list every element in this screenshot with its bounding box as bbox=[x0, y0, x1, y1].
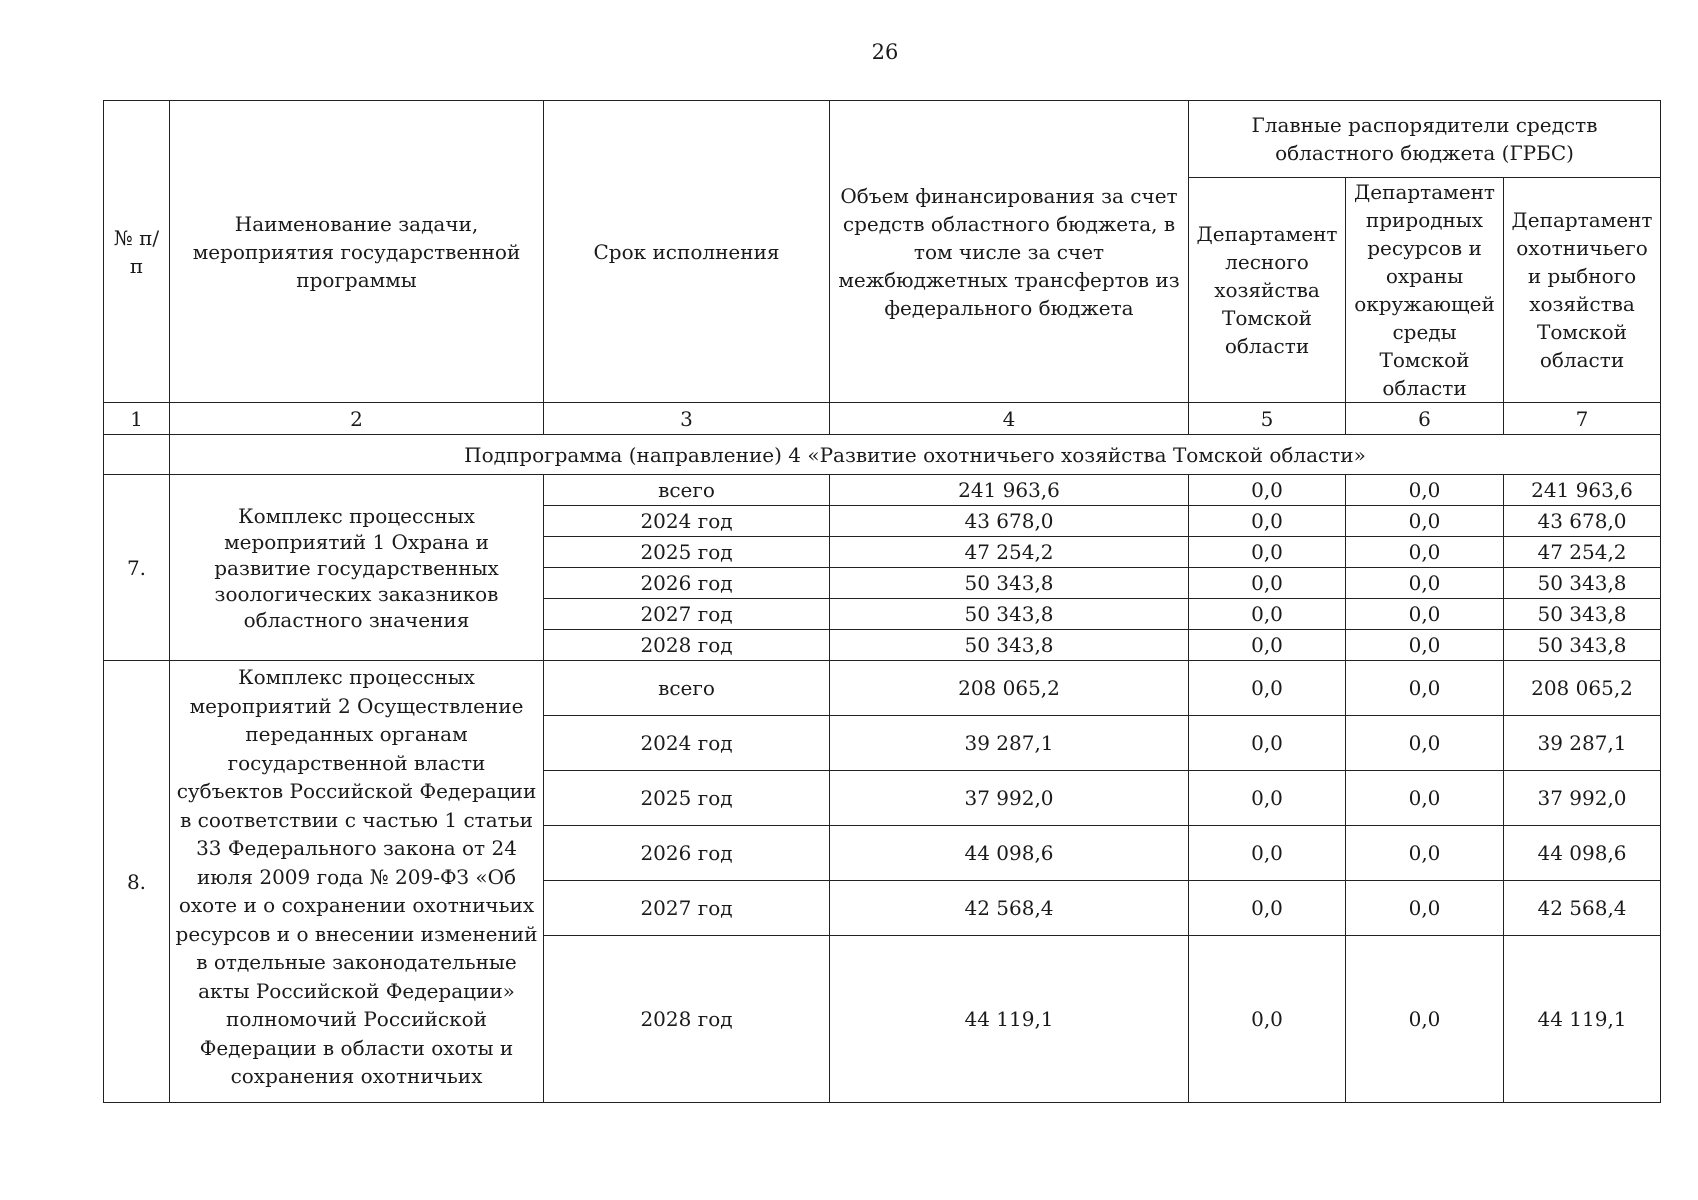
nature-cell: 0,0 bbox=[1346, 568, 1504, 599]
forest-cell: 0,0 bbox=[1189, 936, 1346, 1103]
hunting-cell: 39 287,1 bbox=[1504, 716, 1661, 771]
nature-cell: 0,0 bbox=[1346, 630, 1504, 661]
header-dept-nature: Департамент природных ресурсов и охраны окружающей среды Томской области bbox=[1346, 178, 1504, 403]
volume-cell: 47 254,2 bbox=[830, 537, 1189, 568]
table-row bbox=[104, 475, 1661, 506]
forest-cell: 0,0 bbox=[1189, 568, 1346, 599]
hunting-cell: 241 963,6 bbox=[1504, 475, 1661, 506]
hunting-cell: 50 343,8 bbox=[1504, 599, 1661, 630]
volume-cell: 42 568,4 bbox=[830, 881, 1189, 936]
nature-cell: 0,0 bbox=[1346, 537, 1504, 568]
volume-cell: 208 065,2 bbox=[830, 661, 1189, 716]
volume-cell: 241 963,6 bbox=[830, 475, 1189, 506]
col-number: 2 bbox=[170, 403, 544, 435]
col-number: 5 bbox=[1189, 403, 1346, 435]
hunting-cell: 44 098,6 bbox=[1504, 826, 1661, 881]
nature-cell: 0,0 bbox=[1346, 661, 1504, 716]
forest-cell: 0,0 bbox=[1189, 475, 1346, 506]
row-name: Комплекс процессных мероприятий 2 Осуществление переданных органам государственной власти субъектов Российской Федерации в соответствии с частью 1 статьи 33 Федерального закона от 24 июля 2009 года № 209-ФЗ «Об охоте и о сохранении охотничьих ресурсов и о внесении изменений в отдельные законодательные акты Российской Федерации» полномочий Российской Федерации в области охоты и сохранения охотничьих bbox=[170, 661, 544, 1103]
hunting-cell: 44 119,1 bbox=[1504, 936, 1661, 1103]
volume-cell: 50 343,8 bbox=[830, 568, 1189, 599]
term-cell: 2025 год bbox=[544, 537, 830, 568]
nature-cell: 0,0 bbox=[1346, 506, 1504, 537]
nature-cell: 0,0 bbox=[1346, 771, 1504, 826]
term-cell: всего bbox=[544, 661, 830, 716]
col-number: 6 bbox=[1346, 403, 1504, 435]
term-cell: 2026 год bbox=[544, 826, 830, 881]
forest-cell: 0,0 bbox=[1189, 630, 1346, 661]
hunting-cell: 50 343,8 bbox=[1504, 568, 1661, 599]
subprogram-row bbox=[104, 435, 1661, 475]
term-cell: всего bbox=[544, 475, 830, 506]
column-numbers-row bbox=[104, 403, 1661, 435]
header-term: Срок исполнения bbox=[544, 101, 830, 403]
financing-table bbox=[103, 100, 1661, 1103]
term-cell: 2028 год bbox=[544, 630, 830, 661]
forest-cell: 0,0 bbox=[1189, 771, 1346, 826]
forest-cell: 0,0 bbox=[1189, 661, 1346, 716]
header-dept-forest: Департамент лесного хозяйства Томской области bbox=[1189, 178, 1346, 403]
row-number: 8. bbox=[104, 661, 170, 1103]
hunting-cell: 42 568,4 bbox=[1504, 881, 1661, 936]
table-row bbox=[104, 661, 1661, 716]
header-dept-hunting: Департамент охотничьего и рыбного хозяйства Томской области bbox=[1504, 178, 1661, 403]
row-number: 7. bbox=[104, 475, 170, 661]
col-number: 3 bbox=[544, 403, 830, 435]
hunting-cell: 37 992,0 bbox=[1504, 771, 1661, 826]
page-number: 26 bbox=[871, 40, 899, 64]
term-cell: 2028 год bbox=[544, 936, 830, 1103]
volume-cell: 39 287,1 bbox=[830, 716, 1189, 771]
header-grbs: Главные распорядители средств областного бюджета (ГРБС) bbox=[1189, 101, 1661, 178]
nature-cell: 0,0 bbox=[1346, 716, 1504, 771]
term-cell: 2025 год bbox=[544, 771, 830, 826]
term-cell: 2027 год bbox=[544, 881, 830, 936]
nature-cell: 0,0 bbox=[1346, 826, 1504, 881]
volume-cell: 43 678,0 bbox=[830, 506, 1189, 537]
forest-cell: 0,0 bbox=[1189, 506, 1346, 537]
header-volume: Объем финансирования за счет средств областного бюджета, в том числе за счет межбюджетных трансфертов из федерального бюджета bbox=[830, 101, 1189, 403]
hunting-cell: 50 343,8 bbox=[1504, 630, 1661, 661]
header-row bbox=[104, 101, 1661, 178]
nature-cell: 0,0 bbox=[1346, 881, 1504, 936]
forest-cell: 0,0 bbox=[1189, 537, 1346, 568]
subprogram-empty-cell bbox=[104, 435, 170, 475]
nature-cell: 0,0 bbox=[1346, 475, 1504, 506]
col-number: 4 bbox=[830, 403, 1189, 435]
term-cell: 2026 год bbox=[544, 568, 830, 599]
subprogram-title: Подпрограмма (направление) 4 «Развитие охотничьего хозяйства Томской области» bbox=[170, 435, 1661, 475]
forest-cell: 0,0 bbox=[1189, 599, 1346, 630]
forest-cell: 0,0 bbox=[1189, 716, 1346, 771]
nature-cell: 0,0 bbox=[1346, 599, 1504, 630]
term-cell: 2027 год bbox=[544, 599, 830, 630]
hunting-cell: 43 678,0 bbox=[1504, 506, 1661, 537]
term-cell: 2024 год bbox=[544, 506, 830, 537]
volume-cell: 44 098,6 bbox=[830, 826, 1189, 881]
header-name: Наименование задачи, мероприятия государственной программы bbox=[170, 101, 544, 403]
volume-cell: 37 992,0 bbox=[830, 771, 1189, 826]
forest-cell: 0,0 bbox=[1189, 826, 1346, 881]
header-num: № п/п bbox=[104, 101, 170, 403]
volume-cell: 50 343,8 bbox=[830, 599, 1189, 630]
volume-cell: 44 119,1 bbox=[830, 936, 1189, 1103]
hunting-cell: 47 254,2 bbox=[1504, 537, 1661, 568]
col-number: 7 bbox=[1504, 403, 1661, 435]
col-number: 1 bbox=[104, 403, 170, 435]
term-cell: 2024 год bbox=[544, 716, 830, 771]
forest-cell: 0,0 bbox=[1189, 881, 1346, 936]
nature-cell: 0,0 bbox=[1346, 936, 1504, 1103]
volume-cell: 50 343,8 bbox=[830, 630, 1189, 661]
row-name: Комплекс процессных мероприятий 1 Охрана и развитие государственных зоологических заказников областного значения bbox=[170, 475, 544, 661]
hunting-cell: 208 065,2 bbox=[1504, 661, 1661, 716]
